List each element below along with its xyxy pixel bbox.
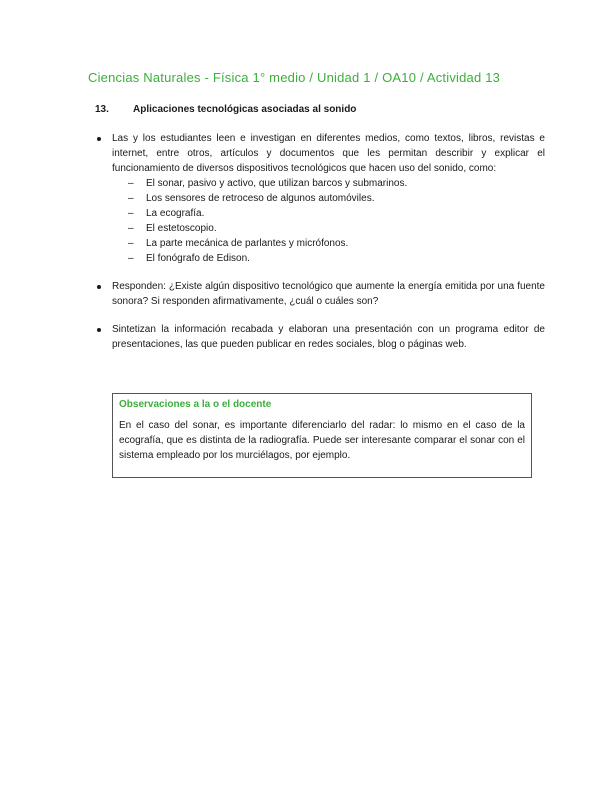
bullet-item (97, 279, 545, 309)
bullet-text: Responden: ¿Existe algún dispositivo tecnológico que aumente la energía emitida por una fuente sonora? Si responden afirmativamente, ¿cuál o cuáles son? (112, 281, 545, 307)
activity-content (97, 131, 545, 365)
bullet-item (97, 131, 545, 266)
activity-number: 13. (95, 104, 109, 115)
bullet-item (97, 322, 545, 352)
observations-title: Observaciones a la o el docente (119, 399, 272, 410)
device-list (112, 176, 545, 266)
activity-title (95, 104, 356, 115)
device-list-item: – La parte mecánica de parlantes y micrófonos. (128, 236, 545, 251)
bullet-text: Sintetizan la información recabada y elaboran una presentación con un programa editor de presentaciones, las que pueden publicar en redes sociales, blog o páginas web. (112, 324, 545, 350)
activity-title-text: Aplicaciones tecnológicas asociadas al sonido (133, 104, 357, 115)
device-list-item: – El fonógrafo de Edison. (128, 251, 545, 266)
bullet-text: Las y los estudiantes leen e investigan en diferentes medios, como textos, libros, revistas e internet, entre otros, artículos y documentos que les permitan describir y explicar el funcionamiento de diversos dispositivos tecnológicos que hacen uso del sonido, como: (112, 133, 545, 174)
device-list-item: – Los sensores de retroceso de algunos automóviles. (128, 191, 545, 206)
device-list-item: – El sonar, pasivo y activo, que utilizan barcos y submarinos. (128, 176, 545, 191)
page-header-breadcrumb: Ciencias Naturales - Física 1° medio / Unidad 1 / OA10 / Actividad 13 (88, 70, 501, 85)
device-list-item: – El estetoscopio. (128, 221, 545, 236)
observations-text: En el caso del sonar, es importante diferenciarlo del radar: lo mismo en el caso de la ecografía, que es distinta de la radiografía. Puede ser interesante comparar el sonar con el sistema empleado por los murciélagos, por ejemplo. (119, 420, 525, 461)
teacher-observations-box (112, 393, 532, 478)
device-list-item: – La ecografía. (128, 206, 545, 221)
